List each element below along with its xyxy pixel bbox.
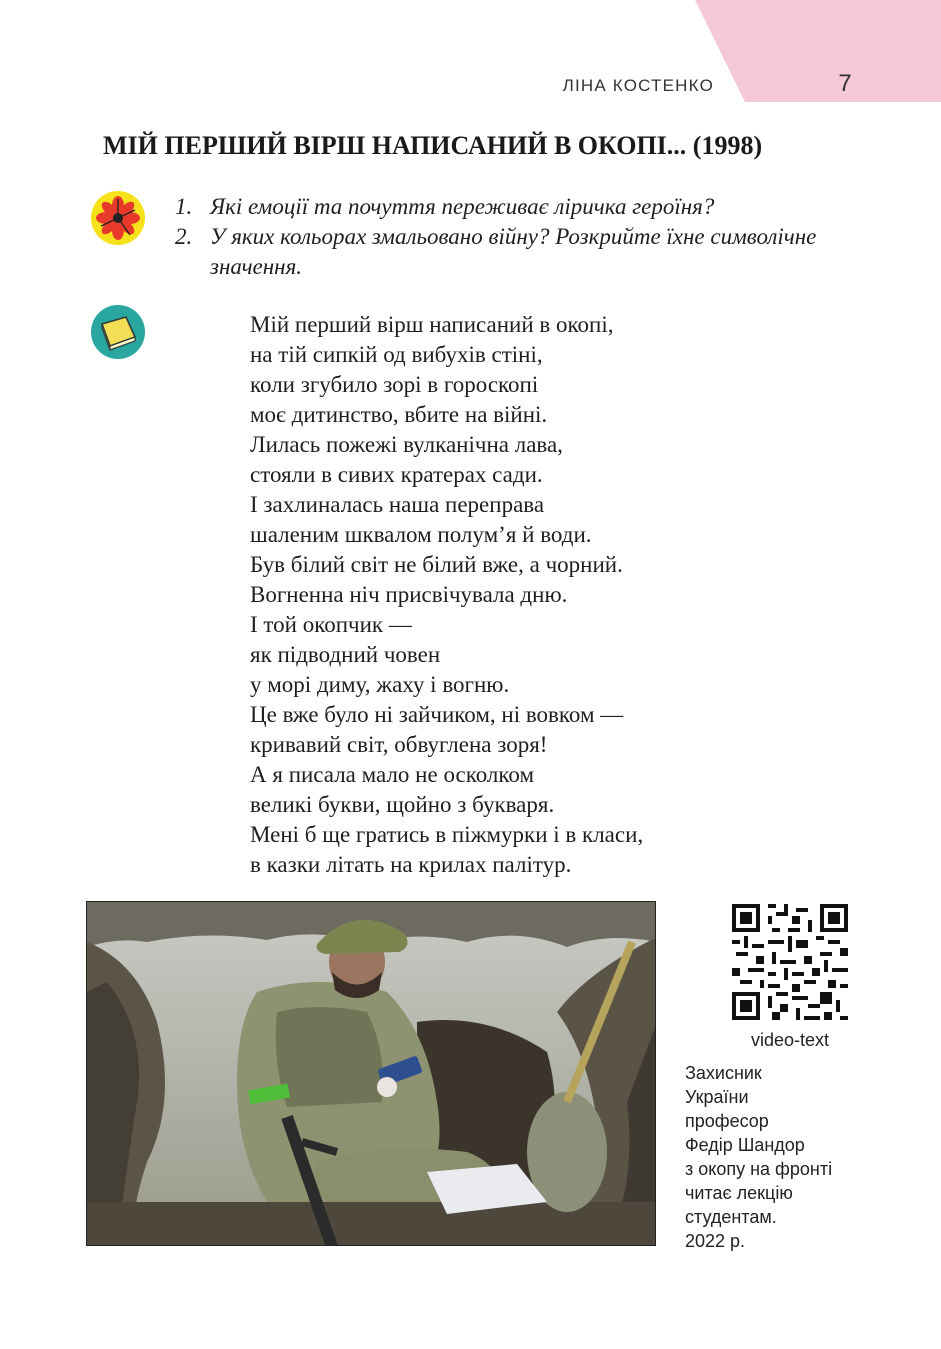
soldier-photo: [86, 901, 656, 1246]
poem-line: Лилась пожежі вулканічна лава,: [250, 432, 563, 457]
poem-line: кривавий світ, обвуглена зоря!: [250, 732, 548, 757]
photo-caption: [685, 1061, 865, 1253]
question-text: Які емоції та почуття переживає ліричка героїня?: [210, 194, 715, 219]
poem-line: в казки літать на крилах палітур.: [250, 852, 572, 877]
page-number: 7: [838, 70, 852, 97]
qr-code-label: video-text: [750, 1030, 830, 1050]
poem-line: А я писала мало не осколком: [250, 762, 535, 787]
question-item: [175, 192, 875, 222]
question-item: [175, 222, 875, 282]
caption-line: студентам.: [685, 1207, 777, 1227]
poem-line: І захлиналась наша переправа: [250, 492, 545, 517]
poem-line: великі букви, щойно з букваря.: [250, 792, 555, 817]
caption-line: України: [685, 1087, 749, 1107]
caption-line: професор: [685, 1111, 769, 1131]
caption-line: Захисник: [685, 1063, 762, 1083]
poem-text: [250, 310, 810, 880]
poem-line: моє дитинство, вбите на війні.: [250, 402, 548, 427]
page-corner-accent: [0, 0, 941, 105]
poem-line: Вогненна ніч присвічувала дню.: [250, 582, 568, 607]
poem-line: у морі диму, жаху і вогню.: [250, 672, 510, 697]
poem-line: І той окопчик —: [250, 612, 412, 637]
poem-line: Мені б ще гратись в піжмурки і в класи,: [250, 822, 644, 847]
running-head: ЛІНА КОСТЕНКО: [562, 76, 714, 95]
book-icon: [90, 304, 146, 360]
poem-title: МІЙ ПЕРШИЙ ВІРШ НАПИСАНИЙ В ОКОПІ... (1998): [103, 131, 763, 160]
question-text: У яких кольорах змальовано війну? Розкрийте їхне символічне значення.: [210, 224, 817, 279]
poem-line: Це вже було ні зайчиком, ні вовком —: [250, 702, 624, 727]
poem-line: стояли в сивих кратерах сади.: [250, 462, 543, 487]
flower-icon: [90, 190, 146, 246]
caption-line: Федір Шандор: [685, 1135, 805, 1155]
poem-line: Був білий світ не білий вже, а чорний.: [250, 552, 623, 577]
trench-illustration: [87, 902, 656, 1246]
caption-line: з окопу на фронті: [685, 1159, 833, 1179]
poem-line: Мій перший вірш написаний в окопі,: [250, 312, 614, 337]
question-number: 2.: [175, 224, 193, 249]
poem-line: коли згубило зорі в гороскопі: [250, 372, 539, 397]
caption-line: читає лекцію: [685, 1183, 793, 1203]
question-number: 1.: [175, 194, 193, 219]
question-list: [175, 192, 875, 282]
poem-line: як підводний човен: [250, 642, 441, 667]
caption-line: 2022 р.: [685, 1231, 746, 1251]
poem-line: на тій сипкій од вибухів стіні,: [250, 342, 543, 367]
qr-code-icon[interactable]: [732, 904, 848, 1020]
poem-line: шаленим шквалом полум’я й води.: [250, 522, 592, 547]
